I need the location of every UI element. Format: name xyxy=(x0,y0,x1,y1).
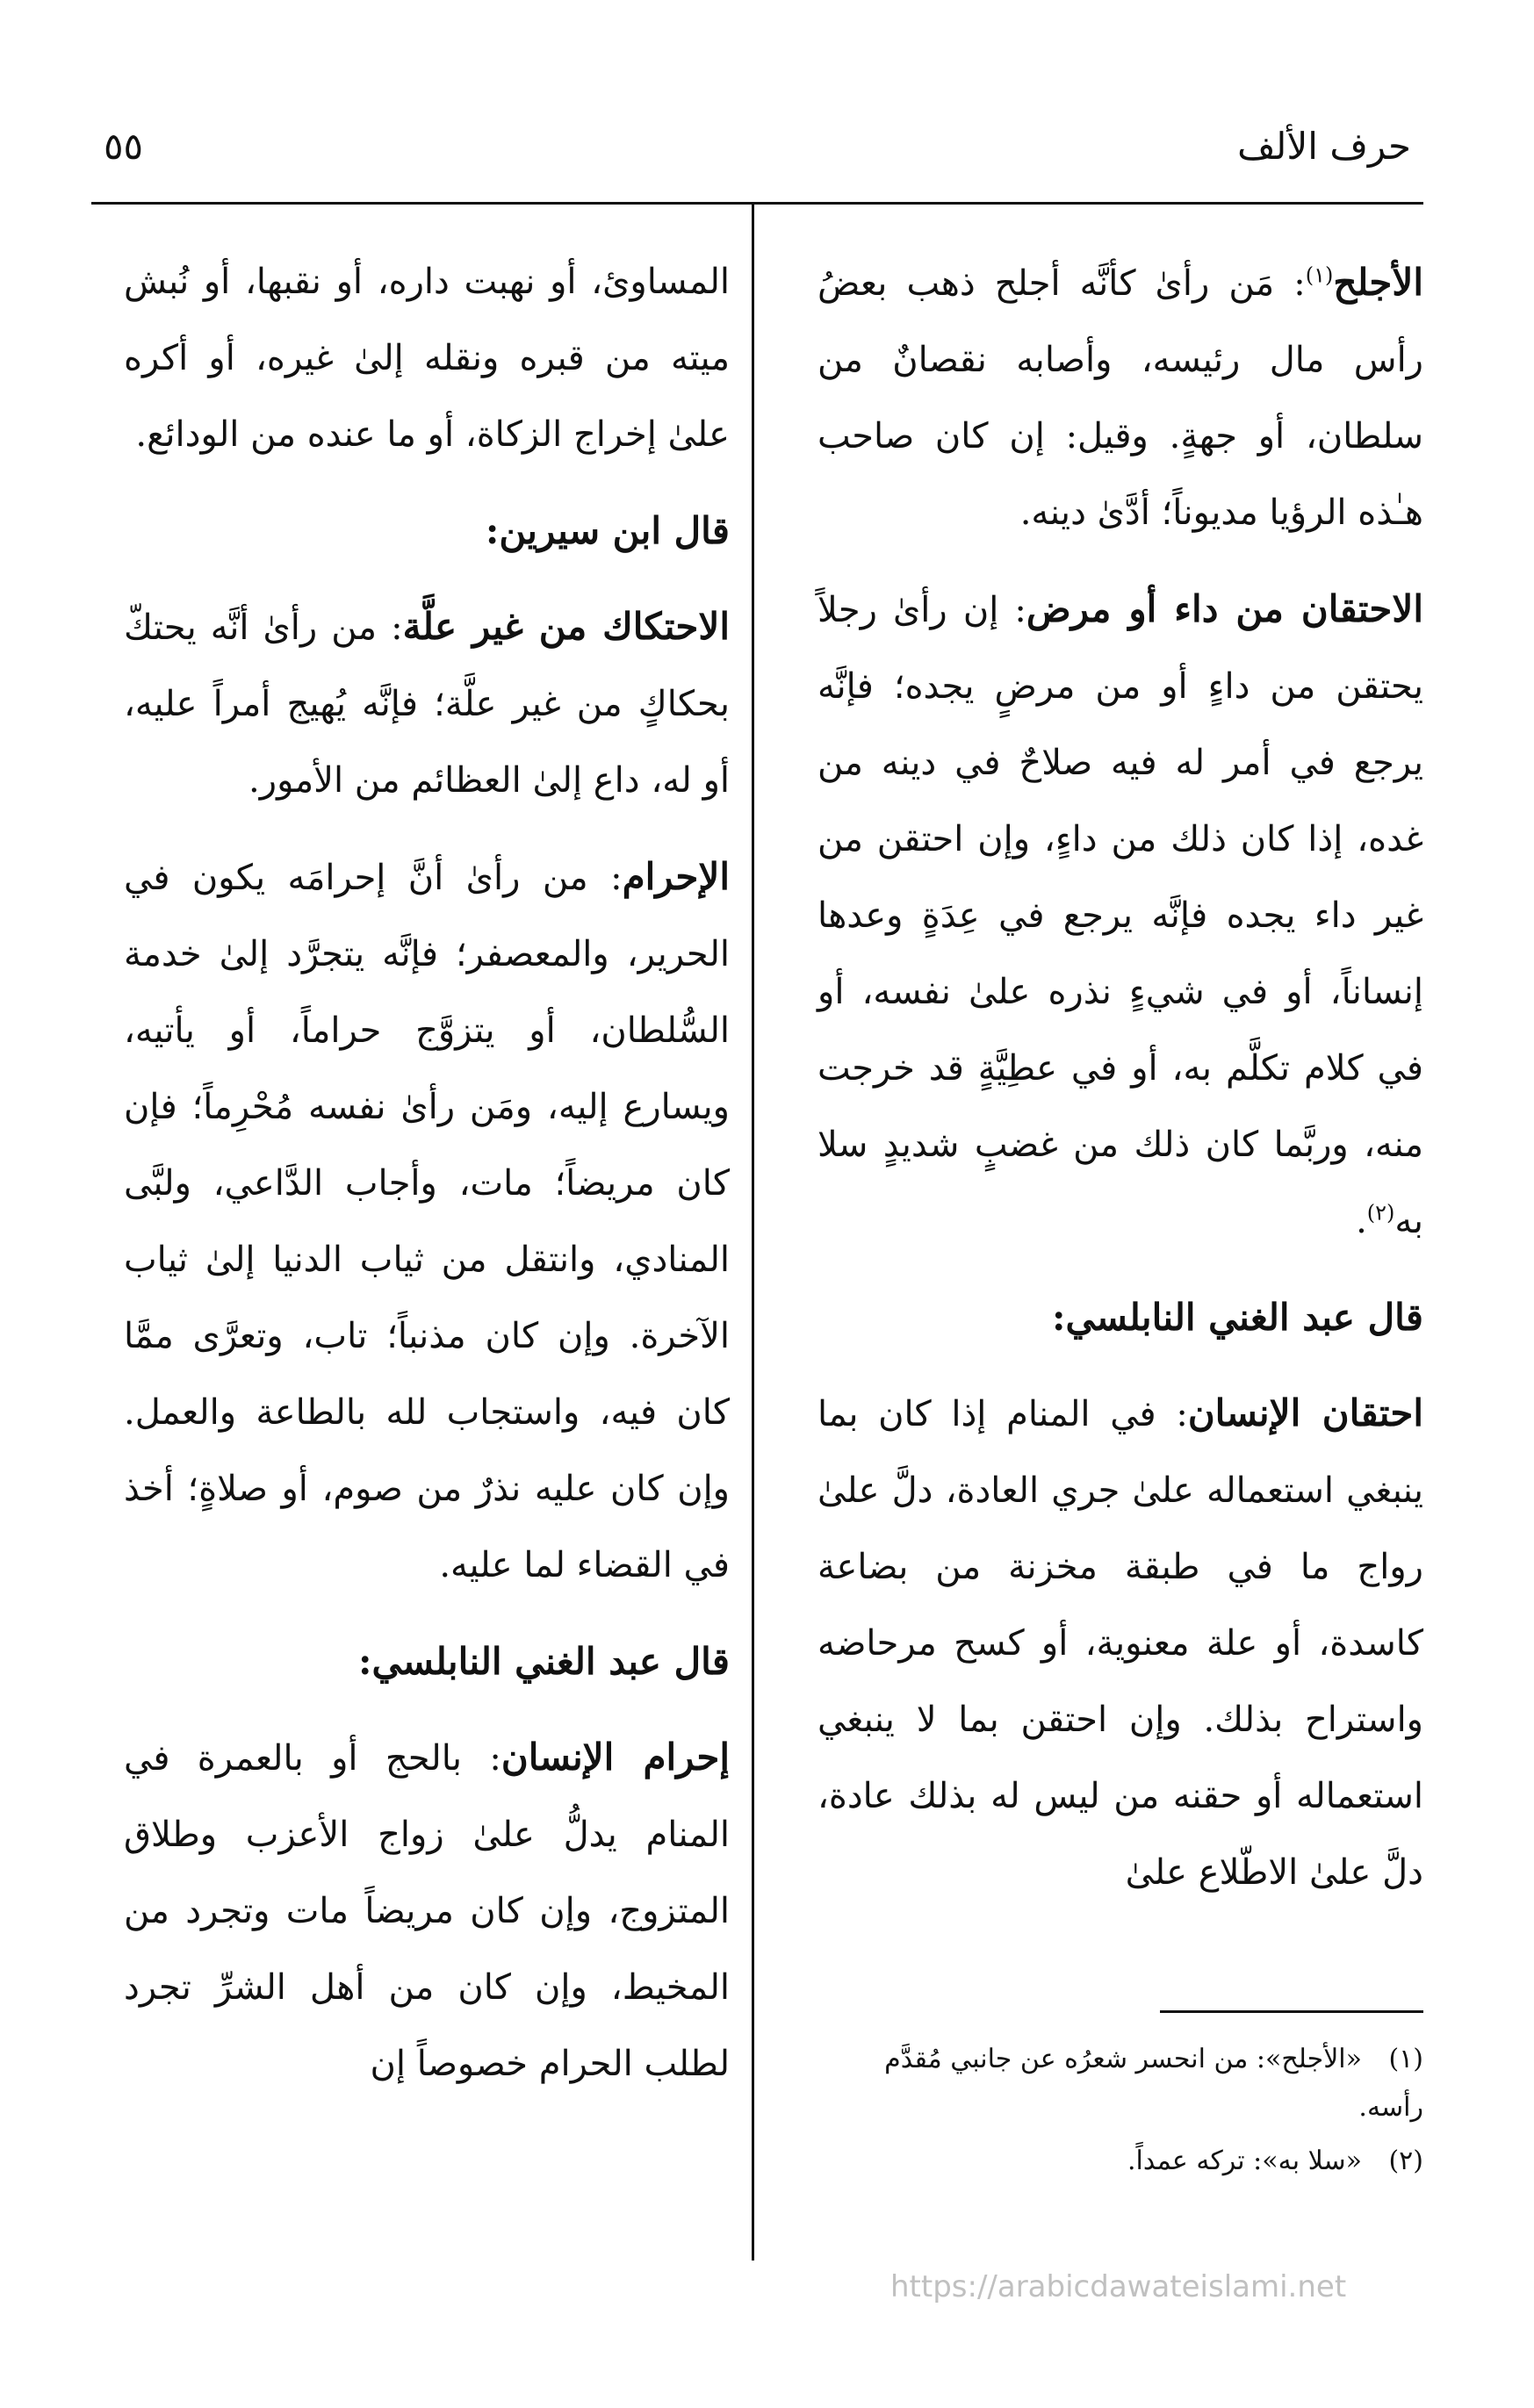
left-column xyxy=(124,244,730,2122)
header-rule xyxy=(91,202,1423,205)
entry-ihram-insan xyxy=(124,1719,730,2103)
footnote-text: «الأجلح»: من انحسر شعرُه عن جانبي مُقدَّم رأسه. xyxy=(884,2044,1423,2123)
footnote-1 xyxy=(817,2035,1423,2131)
entry-text: : من رأىٰ أنَّ إحرامَه يكون في الحرير، والمعصفر؛ فإنَّه يتجرَّد إلىٰ خدمة السُّلطان، أو يتزوَّج حراماً، أو يأتيه، ويسارع إليه، ومَن رأىٰ نفسه مُحْرِماً؛ فإن كان مريضاً؛ مات، وأجاب الدَّاعي، ولبَّى المنادي، وانتقل من ثياب الدنيا إلىٰ ثياب الآخرة. وإن كان مذنباً؛ تاب، وتعرَّى ممَّا كان فيه، واستجاب لله بالطاعة والعمل. وإن كان عليه نذرٌ من صوم، أو صلاةٍ؛ أخذ في القضاء لما عليه. xyxy=(124,858,730,1585)
entry-term: الاحتقان من داء أو مرض xyxy=(1026,587,1424,630)
footnote-number: (١) xyxy=(1388,2044,1423,2074)
entry-text: : مَن رأىٰ كأنَّه أجلح ذهب بعضُ رأس مال رئيسه، وأصابه نقصانٌ من سلطان، أو جهةٍ. وقيل: إن كان صاحب هـٰذه الرؤيا مديوناً؛ أدَّىٰ دينه. xyxy=(817,263,1423,533)
right-column xyxy=(817,244,1423,1930)
page-number: ٥٥ xyxy=(104,125,144,168)
entry-text: : إن رأىٰ رجلاً يحتقن من داءٍ أو من مرضٍ يجده؛ فإنَّه يرجع في أمر له فيه صلاحٌ في دينه من غده، إذا كان ذلك من داءٍ، وإن احتقن من غير داء يجده فإنَّه يرجع في عِدَةٍ وعدها إنساناً، أو في شيءٍ نذره علىٰ نفسه، أو في كلام تكلَّم به، أو في عطِيَّةٍ قد خرجت منه، وربَّما كان ذلك من غضبٍ شديدٍ سلا به xyxy=(817,590,1423,1241)
footnote-text: «سلا به»: تركه عمداً. xyxy=(1127,2146,1362,2176)
footnote-ref: (٢) xyxy=(1366,1200,1395,1226)
watermark-url: https://arabicdawateislami.net xyxy=(890,2269,1347,2304)
entry-ihtiqan xyxy=(817,571,1423,1260)
entry-term: الاحتكاك من غير علَّة xyxy=(402,605,731,648)
entry-ihtikak xyxy=(124,588,730,819)
entry-text: : في المنام إذا كان بما ينبغي استعماله علىٰ جري العادة، دلَّ علىٰ رواج ما في طبقة مخزنة من بضاعة كاسدة، أو علة معنوية، أو كسح مرحاضه واستراح بذلك. وإن احتقن بما لا ينبغي استعماله أو حقنه من ليس له بذلك عادة، دلَّ علىٰ الاطّلاع علىٰ xyxy=(817,1394,1423,1893)
chapter-title: حرف الألف xyxy=(1237,125,1411,168)
entry-term: إحرام الإنسان xyxy=(501,1736,730,1779)
entry-term: الإحرام xyxy=(622,855,730,898)
section-heading: قال عبد الغني النابلسي: xyxy=(1052,1296,1423,1339)
section-heading: قال عبد الغني النابلسي: xyxy=(358,1640,730,1683)
entry-text: : بالحج أو بالعمرة في المنام يدلُّ علىٰ زواج الأعزب وطلاق المتزوج، وإن كان مريضاً مات وتجرد من المخيط، وإن كان من أهل الشرِّ تجرد لطلب الحرام خصوصاً إن xyxy=(124,1738,730,2084)
entry-ajlah xyxy=(817,244,1423,551)
footnotes xyxy=(817,2035,1423,2190)
entry-text-end: . xyxy=(1356,1201,1367,1241)
section-heading: قال ابن سيرين: xyxy=(485,509,730,552)
entry-continuation: المساوئ، أو نهبت داره، أو نقبها، أو نُبش ميته من قبره ونقله إلىٰ غيره، أو أكره علىٰ إخراج الزكاة، أو ما عنده من الودائع. xyxy=(124,262,730,455)
footnote-number: (٢) xyxy=(1388,2146,1423,2176)
entry-term: الأجلح xyxy=(1333,261,1423,304)
entry-text: : من رأىٰ أنَّه يحتكّ بحكاكٍ من غير علَّة؛ فإنَّه يُهيج أمراً عليه، أو له، داع إلىٰ العظائم من الأمور. xyxy=(124,607,730,801)
entry-ihram xyxy=(124,838,730,1604)
footnote-2 xyxy=(817,2137,1423,2185)
entry-ihtiqan-insan xyxy=(817,1375,1423,1911)
entry-term: احتقان الإنسان xyxy=(1187,1391,1423,1434)
column-divider xyxy=(752,202,754,2261)
footnote-ref: (١) xyxy=(1305,262,1334,288)
footnote-rule xyxy=(1160,2010,1423,2013)
